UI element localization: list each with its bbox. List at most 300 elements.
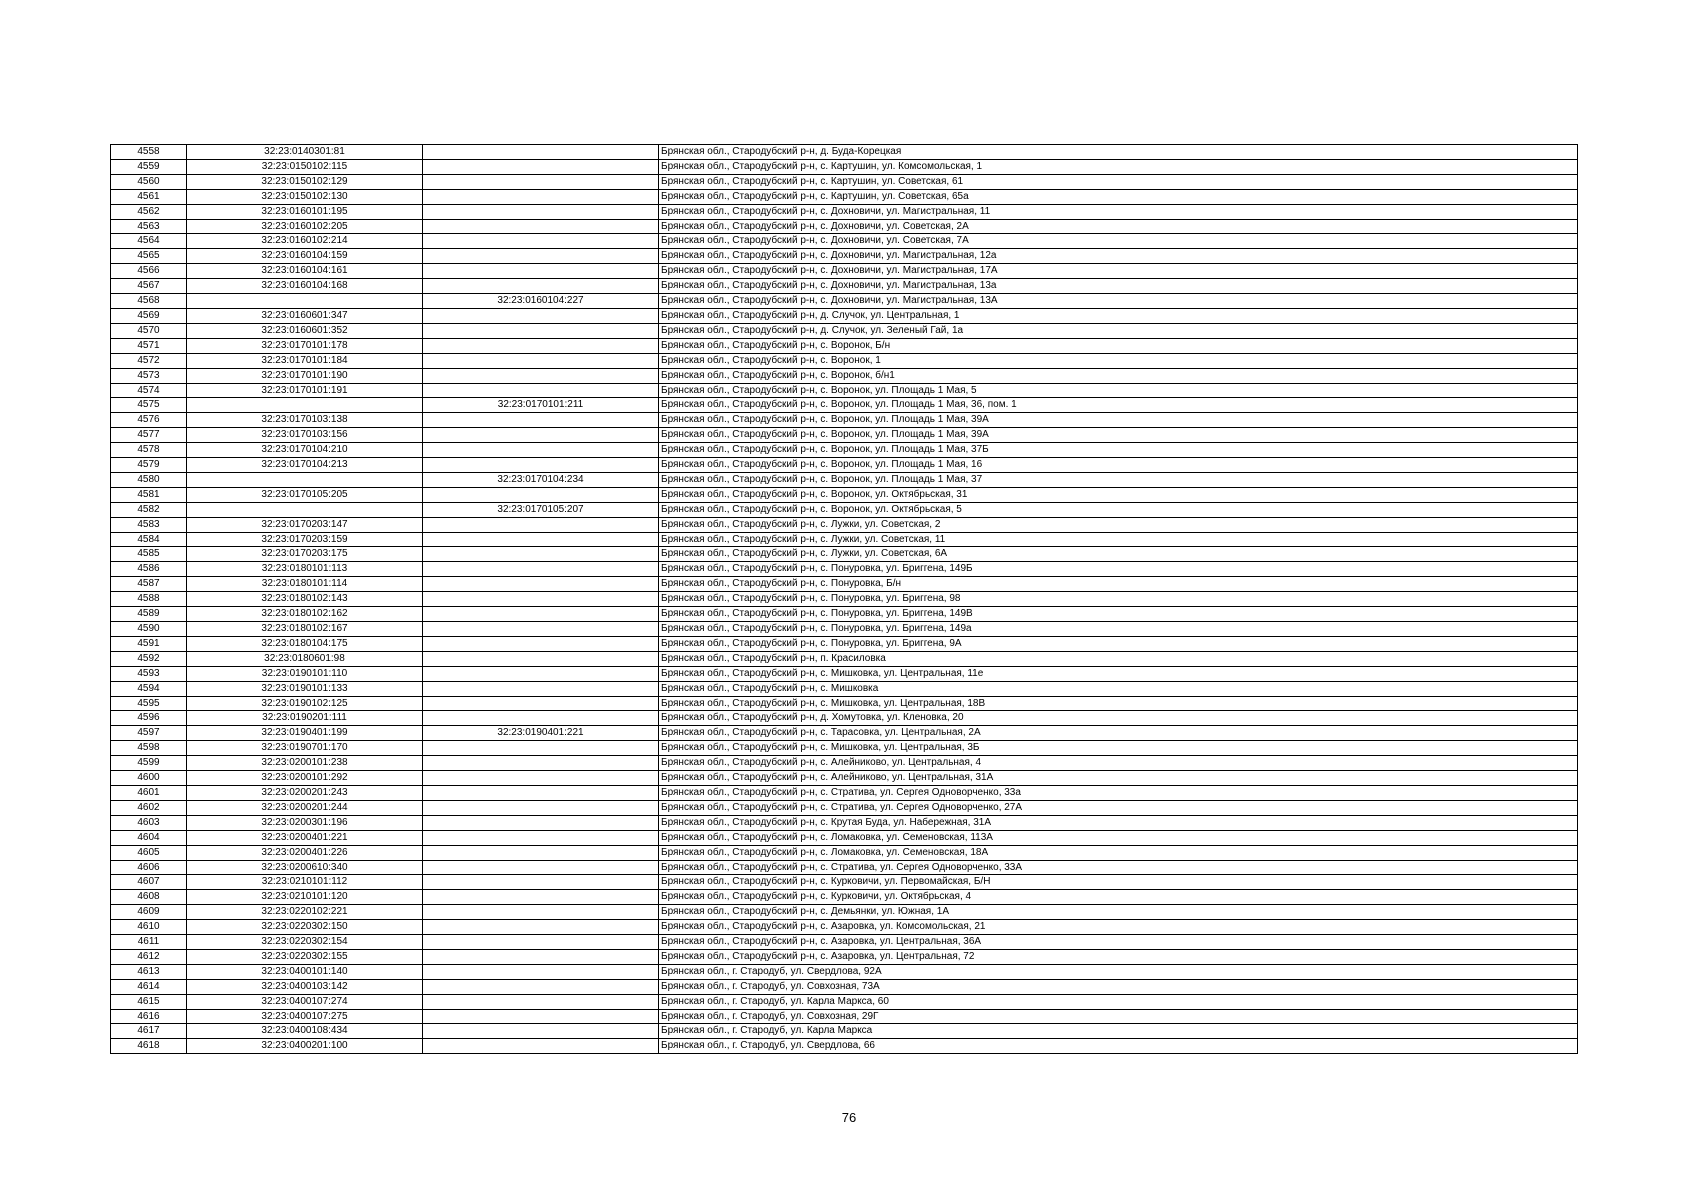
row-number-cell: 4566	[111, 264, 187, 279]
row-number-cell: 4572	[111, 353, 187, 368]
table-row	[111, 726, 1578, 741]
address-cell: Брянская обл., Стародубский р-н, с. Понуровка, Б/н	[659, 577, 1578, 592]
address-cell: Брянская обл., Стародубский р-н, с. Алейниково, ул. Центральная, 4	[659, 756, 1578, 771]
table-row	[111, 472, 1578, 487]
address-cell: Брянская обл., Стародубский р-н, с. Ломаковка, ул. Семеновская, 113А	[659, 830, 1578, 845]
table-row	[111, 1039, 1578, 1054]
table-row	[111, 383, 1578, 398]
row-number-cell: 4618	[111, 1039, 187, 1054]
table-row	[111, 487, 1578, 502]
cadastral-number-alt-cell	[423, 413, 659, 428]
cadastral-number-alt-cell	[423, 487, 659, 502]
cadastral-number-alt-cell	[423, 979, 659, 994]
cadastral-number-cell: 32:23:0200201:243	[187, 785, 423, 800]
address-cell: Брянская обл., Стародубский р-н, с. Понуровка, ул. Бриггена, 149В	[659, 607, 1578, 622]
address-cell: Брянская обл., Стародубский р-н, д. Случок, ул. Зеленый Гай, 1а	[659, 323, 1578, 338]
table-row	[111, 875, 1578, 890]
address-cell: Брянская обл., Стародубский р-н, с. Мишковка, ул. Центральная, 11е	[659, 666, 1578, 681]
row-number-cell: 4588	[111, 592, 187, 607]
table-row	[111, 771, 1578, 786]
address-cell: Брянская обл., Стародубский р-н, с. Курковичи, ул. Октябрьская, 4	[659, 890, 1578, 905]
row-number-cell: 4563	[111, 219, 187, 234]
cadastral-number-alt-cell	[423, 935, 659, 950]
cadastral-number-cell: 32:23:0190102:125	[187, 696, 423, 711]
address-cell: Брянская обл., Стародубский р-н, д. Случок, ул. Центральная, 1	[659, 308, 1578, 323]
address-cell: Брянская обл., г. Стародуб, ул. Карла Маркса, 60	[659, 994, 1578, 1009]
cadastral-number-alt-cell	[423, 279, 659, 294]
address-cell: Брянская обл., Стародубский р-н, с. Картушин, ул. Комсомольская, 1	[659, 159, 1578, 174]
table-row	[111, 964, 1578, 979]
cadastral-number-alt-cell: 32:23:0170105:207	[423, 502, 659, 517]
address-cell: Брянская обл., Стародубский р-н, с. Воронок, 1	[659, 353, 1578, 368]
address-cell: Брянская обл., Стародубский р-н, с. Воронок, ул. Площадь 1 Мая, 36, пом. 1	[659, 398, 1578, 413]
cadastral-number-cell: 32:23:0180601:98	[187, 651, 423, 666]
cadastral-number-cell: 32:23:0170103:138	[187, 413, 423, 428]
address-cell: Брянская обл., Стародубский р-н, с. Дохновичи, ул. Магистральная, 12а	[659, 249, 1578, 264]
cadastral-number-alt-cell	[423, 159, 659, 174]
address-cell: Брянская обл., Стародубский р-н, д. Буда-Корецкая	[659, 145, 1578, 160]
cadastral-number-alt-cell	[423, 1024, 659, 1039]
row-number-cell: 4615	[111, 994, 187, 1009]
table-row	[111, 502, 1578, 517]
cadastral-number-alt-cell	[423, 771, 659, 786]
row-number-cell: 4583	[111, 517, 187, 532]
row-number-cell: 4612	[111, 949, 187, 964]
cadastral-number-cell	[187, 472, 423, 487]
table-row	[111, 174, 1578, 189]
cadastral-number-alt-cell	[423, 234, 659, 249]
table-row	[111, 785, 1578, 800]
cadastral-number-alt-cell: 32:23:0170104:234	[423, 472, 659, 487]
cadastral-number-alt-cell	[423, 174, 659, 189]
cadastral-number-cell: 32:23:0170105:205	[187, 487, 423, 502]
row-number-cell: 4565	[111, 249, 187, 264]
cadastral-number-alt-cell	[423, 308, 659, 323]
cadastral-number-cell: 32:23:0150102:130	[187, 189, 423, 204]
table-row	[111, 189, 1578, 204]
row-number-cell: 4617	[111, 1024, 187, 1039]
row-number-cell: 4594	[111, 681, 187, 696]
cadastral-number-cell: 32:23:0170101:190	[187, 368, 423, 383]
cadastral-number-alt-cell: 32:23:0170101:211	[423, 398, 659, 413]
address-cell: Брянская обл., Стародубский р-н, с. Воронок, ул. Площадь 1 Мая, 16	[659, 458, 1578, 473]
row-number-cell: 4568	[111, 294, 187, 309]
cadastral-number-alt-cell	[423, 532, 659, 547]
table-row	[111, 860, 1578, 875]
table-row	[111, 264, 1578, 279]
cadastral-number-cell: 32:23:0150102:115	[187, 159, 423, 174]
row-number-cell: 4600	[111, 771, 187, 786]
table-row	[111, 622, 1578, 637]
cadastral-number-alt-cell	[423, 562, 659, 577]
row-number-cell: 4558	[111, 145, 187, 160]
table-row	[111, 1024, 1578, 1039]
cadastral-number-alt-cell	[423, 338, 659, 353]
cadastral-number-alt-cell	[423, 741, 659, 756]
cadastral-number-cell: 32:23:0180101:113	[187, 562, 423, 577]
address-cell: Брянская обл., Стародубский р-н, с. Дохновичи, ул. Магистральная, 17А	[659, 264, 1578, 279]
table-row	[111, 338, 1578, 353]
address-cell: Брянская обл., г. Стародуб, ул. Свердлова, 66	[659, 1039, 1578, 1054]
row-number-cell: 4592	[111, 651, 187, 666]
cadastral-number-cell: 32:23:0160104:161	[187, 264, 423, 279]
row-number-cell: 4586	[111, 562, 187, 577]
cadastral-number-alt-cell	[423, 219, 659, 234]
row-number-cell: 4579	[111, 458, 187, 473]
row-number-cell: 4602	[111, 800, 187, 815]
table-row	[111, 666, 1578, 681]
address-cell: Брянская обл., Стародубский р-н, с. Лужки, ул. Советская, 6А	[659, 547, 1578, 562]
cadastral-number-alt-cell	[423, 711, 659, 726]
cadastral-number-alt-cell	[423, 1009, 659, 1024]
cadastral-number-cell: 32:23:0220302:150	[187, 920, 423, 935]
cadastral-number-alt-cell	[423, 443, 659, 458]
row-number-cell: 4590	[111, 622, 187, 637]
table-row	[111, 368, 1578, 383]
cadastral-number-cell: 32:23:0180101:114	[187, 577, 423, 592]
cadastral-number-cell: 32:23:0400101:140	[187, 964, 423, 979]
table-row	[111, 547, 1578, 562]
address-cell: Брянская обл., Стародубский р-н, с. Дохновичи, ул. Магистральная, 13А	[659, 294, 1578, 309]
cadastral-number-cell: 32:23:0170203:175	[187, 547, 423, 562]
row-number-cell: 4601	[111, 785, 187, 800]
address-cell: Брянская обл., Стародубский р-н, с. Понуровка, ул. Бриггена, 98	[659, 592, 1578, 607]
cadastral-number-alt-cell: 32:23:0160104:227	[423, 294, 659, 309]
table-row	[111, 428, 1578, 443]
cadastral-number-alt-cell	[423, 756, 659, 771]
row-number-cell: 4593	[111, 666, 187, 681]
row-number-cell: 4580	[111, 472, 187, 487]
table-row	[111, 681, 1578, 696]
cadastral-number-cell: 32:23:0180102:143	[187, 592, 423, 607]
table-row	[111, 949, 1578, 964]
address-cell: Брянская обл., Стародубский р-н, с. Крутая Буда, ул. Набережная, 31А	[659, 815, 1578, 830]
cadastral-number-cell: 32:23:0160104:168	[187, 279, 423, 294]
address-cell: Брянская обл., г. Стародуб, ул. Свердлова, 92А	[659, 964, 1578, 979]
table-row	[111, 905, 1578, 920]
cadastral-number-alt-cell	[423, 383, 659, 398]
table-row	[111, 741, 1578, 756]
table-row	[111, 979, 1578, 994]
cadastral-number-cell: 32:23:0170104:213	[187, 458, 423, 473]
address-cell: Брянская обл., Стародубский р-н, с. Воронок, ул. Площадь 1 Мая, 37Б	[659, 443, 1578, 458]
address-cell: Брянская обл., Стародубский р-н, с. Воронок, Б/н	[659, 338, 1578, 353]
row-number-cell: 4574	[111, 383, 187, 398]
address-cell: Брянская обл., Стародубский р-н, с. Стратива, ул. Сергея Одноворченко, 27А	[659, 800, 1578, 815]
cadastral-number-alt-cell	[423, 890, 659, 905]
cadastral-number-cell: 32:23:0170104:210	[187, 443, 423, 458]
table-row	[111, 815, 1578, 830]
row-number-cell: 4599	[111, 756, 187, 771]
row-number-cell: 4581	[111, 487, 187, 502]
cadastral-number-alt-cell	[423, 845, 659, 860]
row-number-cell: 4605	[111, 845, 187, 860]
cadastral-number-alt-cell	[423, 1039, 659, 1054]
table-row	[111, 592, 1578, 607]
row-number-cell: 4576	[111, 413, 187, 428]
cadastral-number-cell: 32:23:0210101:112	[187, 875, 423, 890]
table-row	[111, 458, 1578, 473]
cadastral-number-alt-cell	[423, 517, 659, 532]
row-number-cell: 4559	[111, 159, 187, 174]
table-row	[111, 696, 1578, 711]
cadastral-number-cell: 32:23:0400103:142	[187, 979, 423, 994]
address-cell: Брянская обл., Стародубский р-н, с. Воронок, ул. Площадь 1 Мая, 39А	[659, 413, 1578, 428]
cadastral-number-cell: 32:23:0170101:191	[187, 383, 423, 398]
address-cell: Брянская обл., Стародубский р-н, с. Понуровка, ул. Бриггена, 149а	[659, 622, 1578, 637]
table-row	[111, 398, 1578, 413]
row-number-cell: 4577	[111, 428, 187, 443]
table-row	[111, 323, 1578, 338]
cadastral-number-cell: 32:23:0160601:352	[187, 323, 423, 338]
cadastral-number-alt-cell	[423, 800, 659, 815]
cadastral-number-cell: 32:23:0200301:196	[187, 815, 423, 830]
row-number-cell: 4575	[111, 398, 187, 413]
cadastral-number-alt-cell	[423, 949, 659, 964]
cadastral-number-cell: 32:23:0170203:147	[187, 517, 423, 532]
table-row	[111, 800, 1578, 815]
row-number-cell: 4596	[111, 711, 187, 726]
address-cell: Брянская обл., Стародубский р-н, с. Дохновичи, ул. Магистральная, 11	[659, 204, 1578, 219]
table-row	[111, 920, 1578, 935]
row-number-cell: 4587	[111, 577, 187, 592]
cadastral-number-cell: 32:23:0200401:226	[187, 845, 423, 860]
cadastral-number-cell: 32:23:0190401:199	[187, 726, 423, 741]
address-cell: Брянская обл., Стародубский р-н, с. Понуровка, ул. Бриггена, 149Б	[659, 562, 1578, 577]
table-row	[111, 651, 1578, 666]
cadastral-number-cell: 32:23:0150102:129	[187, 174, 423, 189]
table-row	[111, 294, 1578, 309]
cadastral-number-alt-cell	[423, 592, 659, 607]
cadastral-number-cell	[187, 294, 423, 309]
row-number-cell: 4598	[111, 741, 187, 756]
cadastral-number-alt-cell	[423, 547, 659, 562]
cadastral-number-alt-cell	[423, 994, 659, 1009]
table-row	[111, 443, 1578, 458]
cadastral-number-cell	[187, 502, 423, 517]
cadastral-number-alt-cell	[423, 920, 659, 935]
cadastral-number-cell: 32:23:0160102:205	[187, 219, 423, 234]
cadastral-number-cell: 32:23:0200401:221	[187, 830, 423, 845]
address-cell: Брянская обл., Стародубский р-н, с. Ломаковка, ул. Семеновская, 18А	[659, 845, 1578, 860]
address-cell: Брянская обл., Стародубский р-н, с. Лужки, ул. Советская, 11	[659, 532, 1578, 547]
cadastral-number-alt-cell	[423, 622, 659, 637]
row-number-cell: 4616	[111, 1009, 187, 1024]
table-row	[111, 711, 1578, 726]
row-number-cell: 4614	[111, 979, 187, 994]
cadastral-number-alt-cell	[423, 249, 659, 264]
register-body	[111, 145, 1578, 1054]
address-cell: Брянская обл., Стародубский р-н, с. Стратива, ул. Сергея Одноворченко, 33а	[659, 785, 1578, 800]
cadastral-number-cell: 32:23:0400108:434	[187, 1024, 423, 1039]
cadastral-number-alt-cell	[423, 651, 659, 666]
table-row	[111, 308, 1578, 323]
cadastral-number-alt-cell	[423, 353, 659, 368]
cadastral-number-cell: 32:23:0200610:340	[187, 860, 423, 875]
cadastral-number-cell: 32:23:0190101:110	[187, 666, 423, 681]
cadastral-number-cell	[187, 398, 423, 413]
cadastral-number-alt-cell	[423, 458, 659, 473]
address-cell: Брянская обл., Стародубский р-н, с. Воронок, ул. Площадь 1 Мая, 37	[659, 472, 1578, 487]
cadastral-number-alt-cell	[423, 860, 659, 875]
cadastral-number-alt-cell	[423, 607, 659, 622]
cadastral-number-alt-cell	[423, 264, 659, 279]
cadastral-number-cell: 32:23:0170101:178	[187, 338, 423, 353]
row-number-cell: 4578	[111, 443, 187, 458]
table-row	[111, 517, 1578, 532]
address-cell: Брянская обл., Стародубский р-н, с. Дохновичи, ул. Советская, 2А	[659, 219, 1578, 234]
cadastral-number-alt-cell	[423, 428, 659, 443]
cadastral-number-cell: 32:23:0160104:159	[187, 249, 423, 264]
row-number-cell: 4571	[111, 338, 187, 353]
address-cell: Брянская обл., Стародубский р-н, с. Воронок, б/н1	[659, 368, 1578, 383]
row-number-cell: 4573	[111, 368, 187, 383]
cadastral-number-alt-cell	[423, 875, 659, 890]
row-number-cell: 4607	[111, 875, 187, 890]
address-cell: Брянская обл., г. Стародуб, ул. Совхозная, 73А	[659, 979, 1578, 994]
table-row	[111, 279, 1578, 294]
table-row	[111, 607, 1578, 622]
address-cell: Брянская обл., Стародубский р-н, с. Воронок, ул. Площадь 1 Мая, 39А	[659, 428, 1578, 443]
address-cell: Брянская обл., Стародубский р-н, с. Азаровка, ул. Центральная, 36А	[659, 935, 1578, 950]
address-cell: Брянская обл., Стародубский р-н, с. Тарасовка, ул. Центральная, 2А	[659, 726, 1578, 741]
cadastral-number-alt-cell	[423, 681, 659, 696]
table-row	[111, 935, 1578, 950]
address-cell: Брянская обл., Стародубский р-н, с. Понуровка, ул. Бриггена, 9А	[659, 636, 1578, 651]
cadastral-number-alt-cell	[423, 204, 659, 219]
address-cell: Брянская обл., Стародубский р-н, с. Воронок, ул. Октябрьская, 5	[659, 502, 1578, 517]
cadastral-number-alt-cell	[423, 785, 659, 800]
cadastral-number-cell: 32:23:0160601:347	[187, 308, 423, 323]
row-number-cell: 4609	[111, 905, 187, 920]
table-row	[111, 562, 1578, 577]
cadastral-number-cell: 32:23:0180104:175	[187, 636, 423, 651]
row-number-cell: 4570	[111, 323, 187, 338]
address-cell: Брянская обл., г. Стародуб, ул. Совхозная, 29Г	[659, 1009, 1578, 1024]
cadastral-number-cell: 32:23:0180102:167	[187, 622, 423, 637]
address-cell: Брянская обл., Стародубский р-н, с. Курковичи, ул. Первомайская, Б/Н	[659, 875, 1578, 890]
row-number-cell: 4569	[111, 308, 187, 323]
cadastral-number-alt-cell	[423, 830, 659, 845]
row-number-cell: 4585	[111, 547, 187, 562]
address-cell: Брянская обл., Стародубский р-н, д. Хомутовка, ул. Кленовка, 20	[659, 711, 1578, 726]
cadastral-number-cell: 32:23:0210101:120	[187, 890, 423, 905]
address-cell: Брянская обл., Стародубский р-н, с. Мишковка, ул. Центральная, 3Б	[659, 741, 1578, 756]
cadastral-number-cell: 32:23:0190201:111	[187, 711, 423, 726]
row-number-cell: 4604	[111, 830, 187, 845]
table-row	[111, 890, 1578, 905]
table-row	[111, 532, 1578, 547]
page-number: 76	[841, 1110, 857, 1125]
cadastral-number-cell: 32:23:0190101:133	[187, 681, 423, 696]
table-row	[111, 353, 1578, 368]
address-cell: Брянская обл., Стародубский р-н, с. Азаровка, ул. Центральная, 72	[659, 949, 1578, 964]
cadastral-number-cell: 32:23:0200101:238	[187, 756, 423, 771]
cadastral-number-cell: 32:23:0170203:159	[187, 532, 423, 547]
address-cell: Брянская обл., Стародубский р-н, с. Картушин, ул. Советская, 61	[659, 174, 1578, 189]
table-row	[111, 1009, 1578, 1024]
cadastral-number-alt-cell	[423, 189, 659, 204]
row-number-cell: 4562	[111, 204, 187, 219]
row-number-cell: 4567	[111, 279, 187, 294]
row-number-cell: 4589	[111, 607, 187, 622]
address-cell: Брянская обл., Стародубский р-н, с. Воронок, ул. Площадь 1 Мая, 5	[659, 383, 1578, 398]
cadastral-number-alt-cell	[423, 666, 659, 681]
cadastral-number-alt-cell	[423, 905, 659, 920]
row-number-cell: 4608	[111, 890, 187, 905]
cadastral-number-alt-cell	[423, 815, 659, 830]
table-row	[111, 145, 1578, 160]
cadastral-number-alt-cell	[423, 964, 659, 979]
cadastral-number-alt-cell	[423, 577, 659, 592]
cadastral-number-cell: 32:23:0140301:81	[187, 145, 423, 160]
row-number-cell: 4611	[111, 935, 187, 950]
cadastral-number-cell: 32:23:0180102:162	[187, 607, 423, 622]
cadastral-number-cell: 32:23:0200201:244	[187, 800, 423, 815]
cadastral-number-cell: 32:23:0170101:184	[187, 353, 423, 368]
address-cell: Брянская обл., Стародубский р-н, с. Дохновичи, ул. Магистральная, 13а	[659, 279, 1578, 294]
cadastral-number-alt-cell	[423, 368, 659, 383]
cadastral-number-cell: 32:23:0190701:170	[187, 741, 423, 756]
table-row	[111, 845, 1578, 860]
cadastral-number-alt-cell	[423, 145, 659, 160]
row-number-cell: 4564	[111, 234, 187, 249]
cadastral-number-cell: 32:23:0160102:214	[187, 234, 423, 249]
cadastral-number-cell: 32:23:0400107:275	[187, 1009, 423, 1024]
address-cell: Брянская обл., Стародубский р-н, с. Мишковка, ул. Центральная, 18В	[659, 696, 1578, 711]
cadastral-number-cell: 32:23:0400201:100	[187, 1039, 423, 1054]
cadastral-number-cell: 32:23:0400107:274	[187, 994, 423, 1009]
address-cell: Брянская обл., г. Стародуб, ул. Карла Маркса	[659, 1024, 1578, 1039]
cadastral-number-cell: 32:23:0200101:292	[187, 771, 423, 786]
register-table	[110, 144, 1578, 1054]
address-cell: Брянская обл., Стародубский р-н, с. Мишковка	[659, 681, 1578, 696]
table-row	[111, 756, 1578, 771]
cadastral-number-cell: 32:23:0220302:154	[187, 935, 423, 950]
address-cell: Брянская обл., Стародубский р-н, с. Воронок, ул. Октябрьская, 31	[659, 487, 1578, 502]
cadastral-number-cell: 32:23:0220302:155	[187, 949, 423, 964]
table-row	[111, 413, 1578, 428]
cadastral-number-alt-cell	[423, 636, 659, 651]
row-number-cell: 4613	[111, 964, 187, 979]
table-row	[111, 204, 1578, 219]
cadastral-number-cell: 32:23:0160101:195	[187, 204, 423, 219]
address-cell: Брянская обл., Стародубский р-н, с. Дохновичи, ул. Советская, 7А	[659, 234, 1578, 249]
row-number-cell: 4595	[111, 696, 187, 711]
row-number-cell: 4561	[111, 189, 187, 204]
row-number-cell: 4582	[111, 502, 187, 517]
table-row	[111, 219, 1578, 234]
table-row	[111, 234, 1578, 249]
row-number-cell: 4606	[111, 860, 187, 875]
cadastral-number-alt-cell	[423, 696, 659, 711]
address-cell: Брянская обл., Стародубский р-н, с. Азаровка, ул. Комсомольская, 21	[659, 920, 1578, 935]
address-cell: Брянская обл., Стародубский р-н, с. Демьянки, ул. Южная, 1А	[659, 905, 1578, 920]
cadastral-number-alt-cell	[423, 323, 659, 338]
row-number-cell: 4610	[111, 920, 187, 935]
address-cell: Брянская обл., Стародубский р-н, п. Красиловка	[659, 651, 1578, 666]
row-number-cell: 4603	[111, 815, 187, 830]
row-number-cell: 4597	[111, 726, 187, 741]
cadastral-number-cell: 32:23:0220102:221	[187, 905, 423, 920]
address-cell: Брянская обл., Стародубский р-н, с. Картушин, ул. Советская, 65а	[659, 189, 1578, 204]
table-row	[111, 159, 1578, 174]
address-cell: Брянская обл., Стародубский р-н, с. Алейниково, ул. Центральная, 31А	[659, 771, 1578, 786]
row-number-cell: 4560	[111, 174, 187, 189]
table-row	[111, 994, 1578, 1009]
row-number-cell: 4591	[111, 636, 187, 651]
table-row	[111, 830, 1578, 845]
